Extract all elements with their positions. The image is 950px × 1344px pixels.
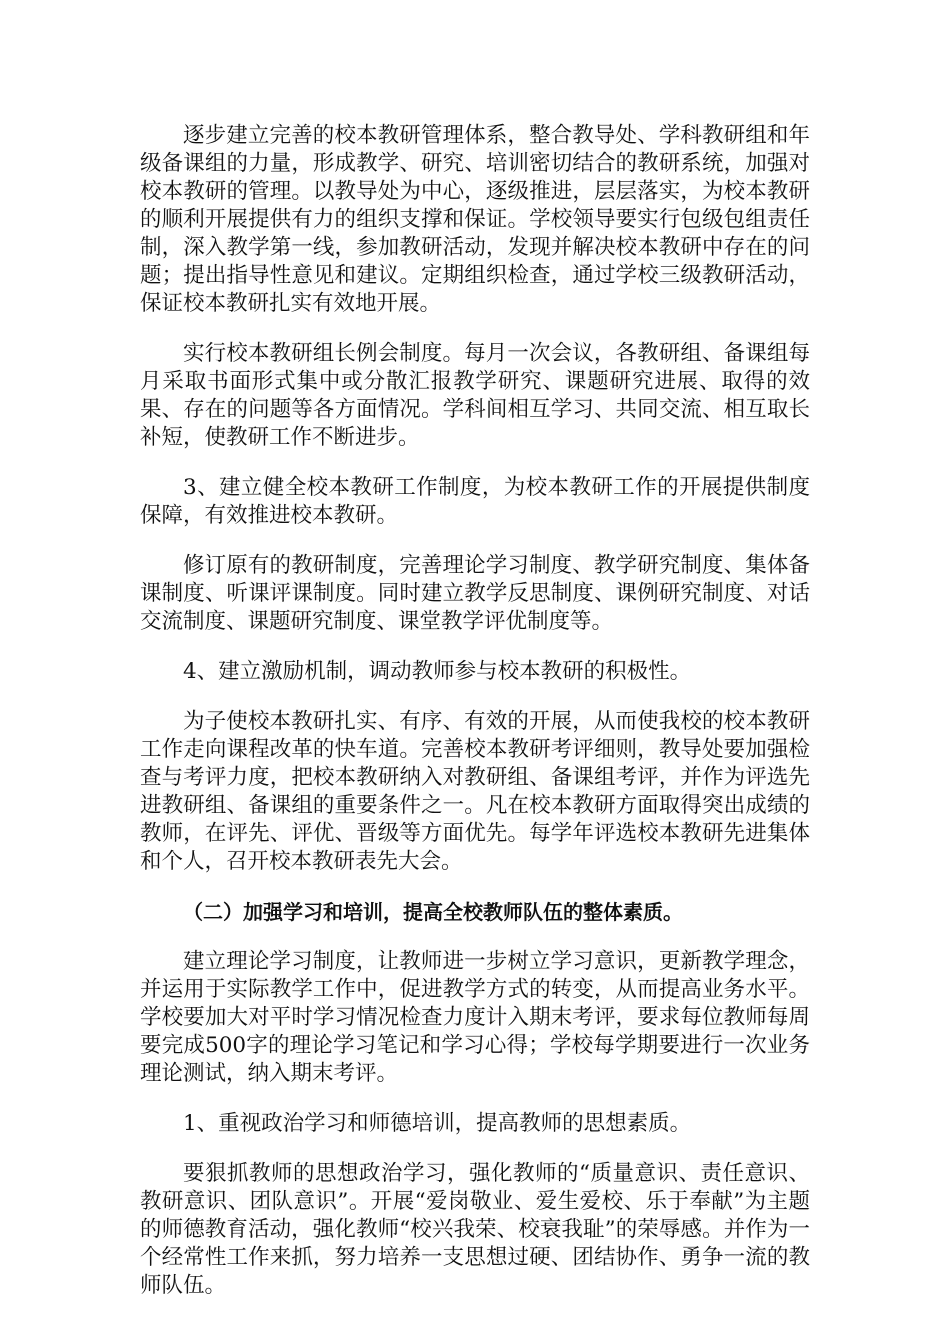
paragraph-leader-meeting: 实行校本教研组长例会制度。每月一次会议，各教研组、备课组每月采取书面形式集中或分散汇报教学研究、课题研究进展、取得的效果、存在的问题等各方面情况。学科间相互学习、共同交流、相互取长补短，使教研工作不断进步。 — [140, 341, 810, 450]
section-heading-2: （二）加强学习和培训，提高全校教师队伍的整体素质。 — [183, 900, 683, 924]
paragraph-management-system: 逐步建立完善的校本教研管理体系，整合教导处、学科教研组和年级备课组的力量，形成教学、研究、培训密切结合的教研系统，加强对校本教研的管理。以教导处为中心，逐级推进，层层落实，为校本教研的顺利开展提供有力的组织支撑和保证。学校领导要实行包级包组责任制，深入教学第一线，参加教研活动，发现并解决校本教研中存在的问题；提出指导性意见和建议。定期组织检查，通过学校三级教研活动，保证校本教研扎实有效地开展。 — [140, 123, 810, 316]
paragraph-item-1-heading: 1、重视政治学习和师德培训，提高教师的思想素质。 — [183, 1111, 692, 1136]
paragraph-incentive: 为子使校本教研扎实、有序、有效的开展，从而使我校的校本教研工作走向课程改革的快车道。完善校本教研考评细则，教导处要加强检查与考评力度，把校本教研纳入对教研组、备课组考评，并作为评选先进教研组、备课组的重要条件之一。凡在校本教研方面取得突出成绩的教师，在评先、评优、晋级等方面优先。每学年评选校本教研先进集体和个人，召开校本教研表先大会。 — [140, 709, 810, 874]
paragraph-political-study: 要狠抓教师的思想政治学习，强化教师的“质量意识、责任意识、教研意识、团队意识”。开展“爱岗敬业、爱生爱校、乐于奉献”为主题的师德教育活动，强化教师“校兴我荣、校衰我耻”的荣辱感。并作为一个经常性工作来抓，努力培养一支思想过硬、团结协作、勇争一流的教师队伍。 — [140, 1161, 810, 1298]
paragraph-theory-study: 建立理论学习制度，让教师进一步树立学习意识，更新教学理念，并运用于实际教学工作中，促进教学方式的转变，从而提高业务水平。学校要加大对平时学习情况检查力度计入期末考评，要求每位教师每周要完成500字的理论学习笔记和学习心得；学校每学期要进行一次业务理论测试，纳入期末考评。 — [140, 949, 810, 1086]
paragraph-item-3-heading: 3、建立健全校本教研工作制度，为校本教研工作的开展提供制度保障，有效推进校本教研。 — [140, 475, 810, 528]
document-page — [140, 122, 810, 1322]
paragraph-revise-system: 修订原有的教研制度，完善理论学习制度、教学研究制度、集体备课制度、听课评课制度。同时建立教学反思制度、课例研究制度、对话交流制度、课题研究制度、课堂教学评优制度等。 — [140, 553, 810, 634]
paragraph-item-4-heading: 4、建立激励机制，调动教师参与校本教研的积极性。 — [183, 659, 692, 684]
